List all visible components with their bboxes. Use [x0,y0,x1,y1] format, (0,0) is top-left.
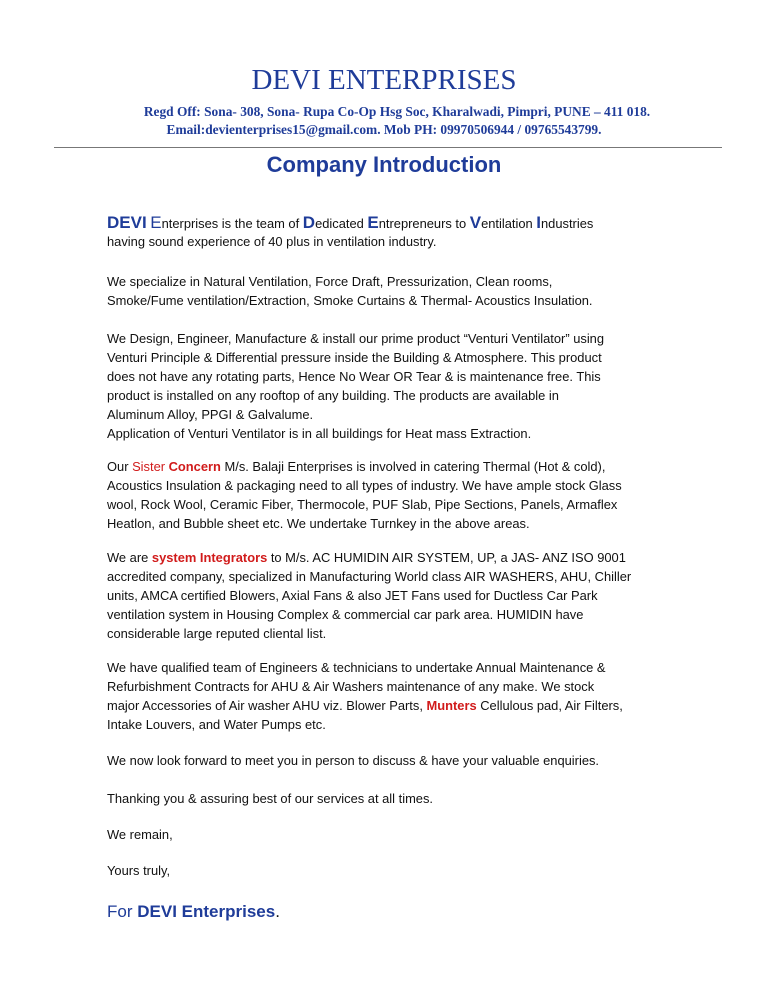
devi-word: DEVI [107,213,147,232]
design-line: Application of Venturi Ventilator is in all buildings for Heat mass Extraction. [107,426,532,441]
integrators-paragraph [107,548,631,643]
design-line: does not have any rotating parts, Hence No Wear OR Tear & is maintenance free. This [107,369,601,384]
team-line-3-post: Cellulous pad, Air Filters, [476,698,623,713]
sister-line: Acoustics Insulation & packaging need to all types of industry. We have ample stock Glass [107,478,622,493]
company-name: DEVI ENTERPRISES [251,64,517,96]
system-integrators-highlight: system Integrators [151,550,268,565]
intro-line-1 [107,213,593,232]
sister-line: Heatlon, and Bubble sheet etc. We undertake Turnkey in the above areas. [107,516,530,531]
munters-highlight: Munters [426,698,477,713]
team-line-3-pre: major Accessories of Air washer AHU viz. Blower Parts, [107,698,427,713]
intro-paragraph [107,213,593,251]
design-paragraph [107,329,604,443]
specialize-line: Smoke/Fume ventilation/Extraction, Smoke Curtains & Thermal- Acoustics Insulation. [107,293,593,308]
acronym-i: I [536,213,542,232]
acronym-e1: E [150,213,162,232]
concern-word: Concern [168,459,221,474]
intro-line-2: having sound experience of 40 plus in ventilation industry. [107,234,437,249]
intro-text-4: entilation [481,216,537,231]
acronym-v: V [469,213,482,232]
we-remain-text: We remain, [107,827,173,842]
design-line: Aluminum Alloy, PPGI & Galvalume. [107,407,314,422]
design-line: product is installed on any rooftop of any building. The products are available in [107,388,559,403]
registered-address: Regd Off: Sona- 308, Sona- Rupa Co-Op Hsg Soc, Kharalwadi, Pimpri, PUNE – 411 018. [143,104,651,119]
page-title: Company Introduction [266,152,502,177]
signature-period: . [275,902,280,921]
intro-text-2: edicated [315,216,368,231]
signature-company: DEVI Enterprises [137,902,276,921]
team-paragraph [107,658,623,734]
sister-our: Our [107,459,133,474]
team-line: Refurbishment Contracts for AHU & Air Washers maintenance of any make. We stock [107,679,595,694]
sister-word: Sister [132,459,169,474]
acronym-e2: E [367,213,379,232]
specialize-paragraph [107,272,593,310]
sister-concern-paragraph [107,457,622,533]
team-line-3 [107,696,623,715]
integrators-line: ventilation system in Housing Complex & commercial car park area. HUMIDIN have [107,607,584,622]
team-line: We have qualified team of Engineers & technicians to undertake Annual Maintenance & [107,660,606,675]
intro-text-5: ndustries [541,216,594,231]
integrators-line: units, AMCA certified Blowers, Axial Fans & also JET Fans used for Ductless Car Park [107,588,598,603]
team-line: Intake Louvers, and Water Pumps etc. [107,717,326,732]
yours-truly-text: Yours truly, [107,863,171,878]
specialize-line: We specialize in Natural Ventilation, Force Draft, Pressurization, Clean rooms, [107,274,553,289]
integrators-line: accredited company, specialized in Manufacturing World class AIR WASHERS, AHU, Chiller [107,569,632,584]
forward-text: We now look forward to meet you in person to discuss & have your valuable enquiries. [107,753,600,768]
design-line: Venturi Principle & Differential pressure inside the Building & Atmosphere. This product [107,350,602,365]
signature-line [107,900,280,924]
acronym-d: D [302,213,316,232]
integrators-rest: to M/s. AC HUMIDIN AIR SYSTEM, UP, a JAS- ANZ ISO 9001 [267,550,626,565]
intro-text-1: nterprises is the team of [161,216,303,231]
we-are: We are [107,550,152,565]
sister-line-1 [107,457,622,476]
for-word: For [107,902,138,921]
thanks-text: Thanking you & assuring best of our services at all times. [107,791,433,806]
sister-rest: M/s. Balaji Enterprises is involved in catering Thermal (Hot & cold), [220,459,606,474]
contact-info: Email:devienterprises15@gmail.com. Mob PH: 09970506944 / 09765543799. [166,122,602,137]
integrators-line-1 [107,548,631,567]
sister-line: wool, Rock Wool, Ceramic Fiber, Thermocole, PUF Slab, Pipe Sections, Panels, Armaflex [107,497,618,512]
design-line: We Design, Engineer, Manufacture & install our prime product “Venturi Ventilator” using [107,331,605,346]
header-divider [54,147,722,148]
integrators-line: considerable large reputed cliental list. [107,626,327,641]
intro-text-3: ntrepreneurs to [378,216,470,231]
